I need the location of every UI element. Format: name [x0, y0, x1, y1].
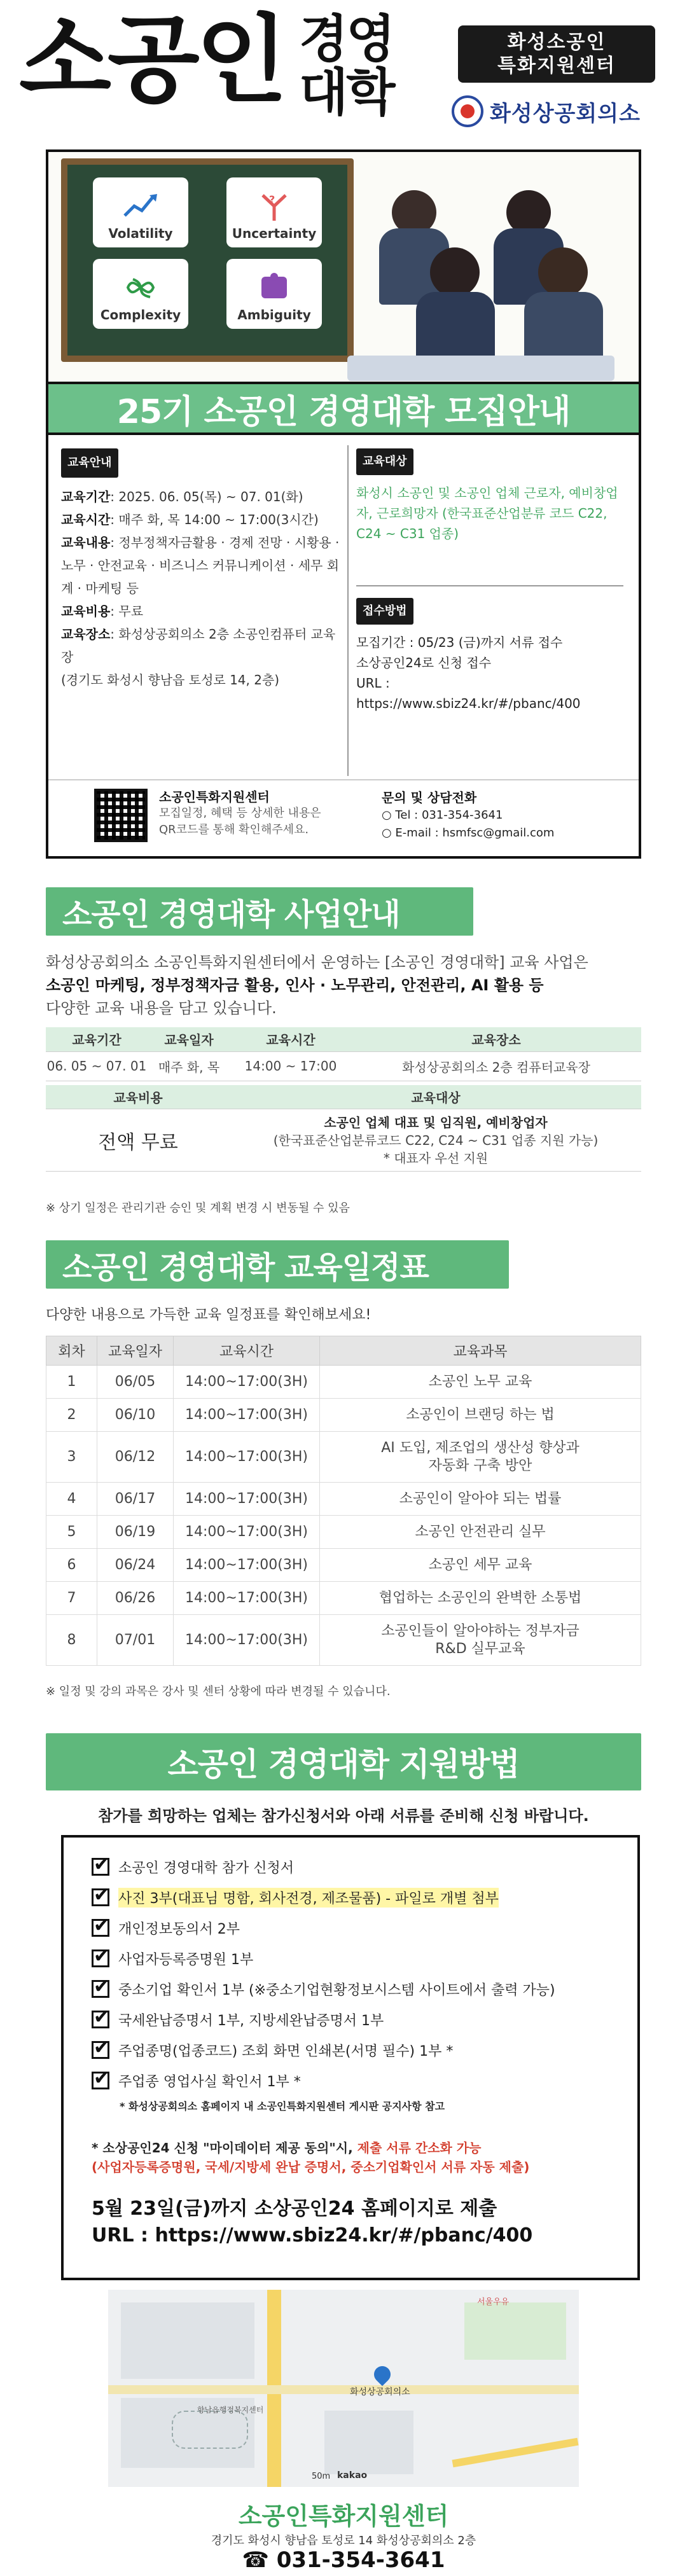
chart-up-icon [121, 190, 160, 222]
recruit-banner: 25기 소공인 경영대학 모집안내 [48, 382, 639, 435]
checklist-item: ✔ 국세완납증명서 1부, 지방세완납증명서 1부 [92, 2004, 612, 2035]
hero-subtitle: 경영 대학 [299, 10, 394, 122]
chamber-logo-icon [452, 95, 483, 127]
checkbox-checked-icon [92, 1949, 109, 1967]
checkbox-checked-icon [92, 2072, 109, 2089]
contact-tel[interactable]: ○ Tel : 031-354-3641 [382, 808, 503, 822]
apply-small-note: * 화성상공회의소 홈페이지 내 소공인특화지원센터 게시판 공지사항 참고 [120, 2100, 445, 2112]
checkbox-checked-icon [92, 2041, 109, 2059]
target-tag: 교육대상 [356, 448, 413, 475]
checklist-item: ✔ 사진 3부(대표님 명함, 회사전경, 제조물품) - 파일로 개별 첨부 [92, 1882, 612, 1913]
checkbox-checked-icon [92, 1888, 109, 1906]
apply-intro: 참가를 희망하는 업체는 참가신청서와 아래 서류를 준비해 신청 바랍니다. [98, 1807, 589, 1825]
org-badge: 화성소공인 특화지원센터 [458, 25, 655, 83]
tile-uncertainty: ? Uncertainty [226, 177, 322, 247]
table-row: 8 07/01 14:00~17:00(3H) 소공인들이 알아야하는 정부자금 R&D 실무교육 [46, 1615, 641, 1666]
method-tag: 접수방법 [356, 598, 413, 625]
kakao-logo: kakao [337, 2470, 368, 2481]
right-divider [356, 585, 623, 586]
desk [347, 356, 614, 381]
checkbox-checked-icon [92, 2011, 109, 2028]
business-table: 교육기간 교육일자 교육시간 교육장소 06. 05 ~ 07. 01 매주 화, 목 14:00 ~ 17:00 화성상공회의소 2층 컴퓨터교육장 교육비용 교육대상 전액 무료 소공인 업체 대표 및 임직원, 예비창업자 (한국표준산업분류코드 C22, C24 ~ C31 업종 지원 가능) * 대표자 우선 지원 [46, 1027, 641, 1172]
tile-volatility: Volatility [93, 177, 188, 247]
target-column [356, 448, 623, 544]
checkbox-checked-icon [92, 1980, 109, 1998]
svg-text:?: ? [269, 193, 275, 205]
checkbox-checked-icon [92, 1858, 109, 1876]
deadline-block: 5월 23일(금)까지 소상공인24 홈페이지로 제출 URL : https://www.sbiz24.kr/#/pbanc/400 [92, 2196, 612, 2249]
schedule-note: ※ 일정 및 강의 과목은 강사 및 센터 상황에 따라 변경될 수 있습니다. [46, 1685, 391, 1698]
checklist-item: ✔ 주업종 영업사실 확인서 1부 * [92, 2065, 612, 2096]
qr-code-icon[interactable] [94, 789, 148, 842]
schedule-table: 회차 교육일자 교육시간 교육과목 1 06/05 14:00~17:00(3H) 소공인 노무 교육 2 06/10 14:00~17:00(3H) 소공인이 브랜딩 하는 법 3 06/12 14:00~17:00(3H) AI 도입, 제조업의 생산성 향상과 자동화 구축 방안 4 06/17 14:00~17:00(3H) 소공인이 알아야 되는 법률 5 06/19 14:00~17:00(3H) 소공인 안전관리 실무 6 06/24 14:00~17:00(3H) 소공인 세무 교육 7 06/26 14:00~17:00(3H) 협업하는 소공인의 완벽한 소통법 8 07/01 14:00~17:00(3H) 소공인들이 알아야하는 정부자금 R&D 실무교육 [46, 1336, 641, 1666]
arrows-split-icon [255, 190, 293, 222]
edu-info-tag: 교육안내 [61, 448, 118, 478]
footer-address: 경기도 화성시 향남읍 토성로 14 화성상공회의소 2층 [211, 2534, 476, 2547]
checklist-item: ✔ 개인정보동의서 2부 [92, 1913, 612, 1943]
table-row: 2 06/10 14:00~17:00(3H) 소공인이 브랜딩 하는 법 [46, 1399, 641, 1432]
map-pin-icon [371, 2363, 394, 2386]
person-head-4 [538, 247, 588, 297]
chamber-name: 화성상공회의소 [490, 100, 641, 127]
column-divider [347, 445, 349, 776]
schedule-heading: 소공인 경영대학 교육일정표 [46, 1240, 509, 1289]
checklist-item: ✔ 주업종명(업종코드) 조회 화면 인쇄본(서명 필수) 1부 * [92, 2035, 612, 2065]
apply-heading: 소공인 경영대학 지원방법 [46, 1733, 641, 1790]
business-note: ※ 상기 일정은 관리기관 승인 및 계획 변경 시 변동될 수 있음 [46, 1201, 350, 1215]
checklist-item: ✔ 사업자등록증명원 1부 [92, 1943, 612, 1974]
table-row: 5 06/19 14:00~17:00(3H) 소공인 안전관리 실무 [46, 1516, 641, 1549]
edu-info-column: 교육안내 교육기간: 2025. 06. 05(목) ~ 07. 01(화) 교육시간: 매주 화, 목 14:00 ~ 17:00(3시간) 교육내용: 정부정책자금활용 · 경제 전망 · 시황용 · 노무 · 안전교육 · 비즈니스 커뮤니케이션 · 세무 회계 · 마케팅 등 교육비용: 무료 교육장소: 화성상공회의소 2층 소공인컴퓨터 교육장 (경기도 화성시 향남읍 토성로 14, 2층) [61, 448, 341, 691]
checklist-item: ✔ 소공인 경영대학 참가 신청서 [92, 1852, 612, 1882]
method-url-link[interactable]: https://www.sbiz24.kr/#/pbanc/400 [356, 696, 581, 711]
contact-email[interactable]: ○ E-mail : hsmfsc@gmail.com [382, 826, 555, 840]
business-intro: 화성상공회의소 소공인특화지원센터에서 운영하는 [소공인 경영대학] 교육 사업은 소공인 마케팅, 정부정책자금 활용, 인사 · 노무관리, 안전관리, AI 활용 등 다양한 교육 내용을 담고 있습니다. [46, 953, 588, 1017]
table-row: 6 06/24 14:00~17:00(3H) 소공인 세무 교육 [46, 1549, 641, 1582]
footer-title: 소공인특화지원센터 [238, 2502, 449, 2530]
mydata-notice: * 소상공인24 신청 "마이데이터 제공 동의"시, 제출 서류 간소화 가능 (사업자등록증명원, 국세/지방세 완납 증명서, 중소기업확인서 서류 자동 제출) [92, 2140, 530, 2175]
hero-title: 소공인 [19, 5, 284, 116]
checklist-item: ✔ 중소기업 확인서 1부 (※중소기업현황정보시스템 사이트에서 출력 가능) [92, 1974, 612, 2004]
apply-box [61, 1835, 640, 2280]
footer-tel[interactable]: ☎ 031-354-3641 [242, 2547, 445, 2573]
tile-complexity: Complexity [93, 259, 188, 329]
location-map[interactable]: 화성상공회의소 서울우유 향남읍행정복지센터 50m kakao [108, 2290, 579, 2487]
apply-url-link[interactable]: URL : https://www.sbiz24.kr/#/pbanc/400 [92, 2224, 533, 2247]
center-info: 소공인특화지원센터 모집일정, 혜택 등 상세한 내용은 QR코드를 통해 확인해주세요. [159, 789, 321, 836]
schedule-intro: 다양한 내용으로 가득한 교육 일정표를 확인해보세요! [46, 1307, 371, 1323]
blackboard [61, 158, 354, 362]
contact-info: 문의 및 상담전화 ○ Tel : 031-354-3641 ○ E-mail : hsmfsc@gmail.com [382, 789, 623, 842]
tangle-icon [121, 272, 160, 303]
table-row: 1 06/05 14:00~17:00(3H) 소공인 노무 교육 [46, 1366, 641, 1399]
table-row: 4 06/17 14:00~17:00(3H) 소공인이 알아야 되는 법률 [46, 1483, 641, 1516]
checkbox-checked-icon [92, 1919, 109, 1937]
puzzle-icon [255, 272, 293, 303]
business-heading: 소공인 경영대학 사업안내 [46, 887, 473, 936]
method-column: 접수방법 모집기간 : 05/23 (금)까지 서류 접수 소상공인24로 신청 접수 URL : https://www.sbiz24.kr/#/pbanc/400 [356, 598, 623, 714]
table-row: 7 06/26 14:00~17:00(3H) 협업하는 소공인의 완벽한 소통법 [46, 1582, 641, 1615]
person-head-3 [430, 247, 480, 297]
table-row: 3 06/12 14:00~17:00(3H) AI 도입, 제조업의 생산성 향상과 자동화 구축 방안 [46, 1432, 641, 1483]
chamber-logo-block [452, 95, 641, 127]
illustration [48, 152, 639, 419]
target-text: 화성시 소공인 및 소공인 업체 근로자, 예비창업자, 근로희망자 (한국표준산업분류 코드 C22, C24 ~ C31 업종) [356, 485, 618, 541]
tile-ambiguity: Ambiguity [226, 259, 322, 329]
